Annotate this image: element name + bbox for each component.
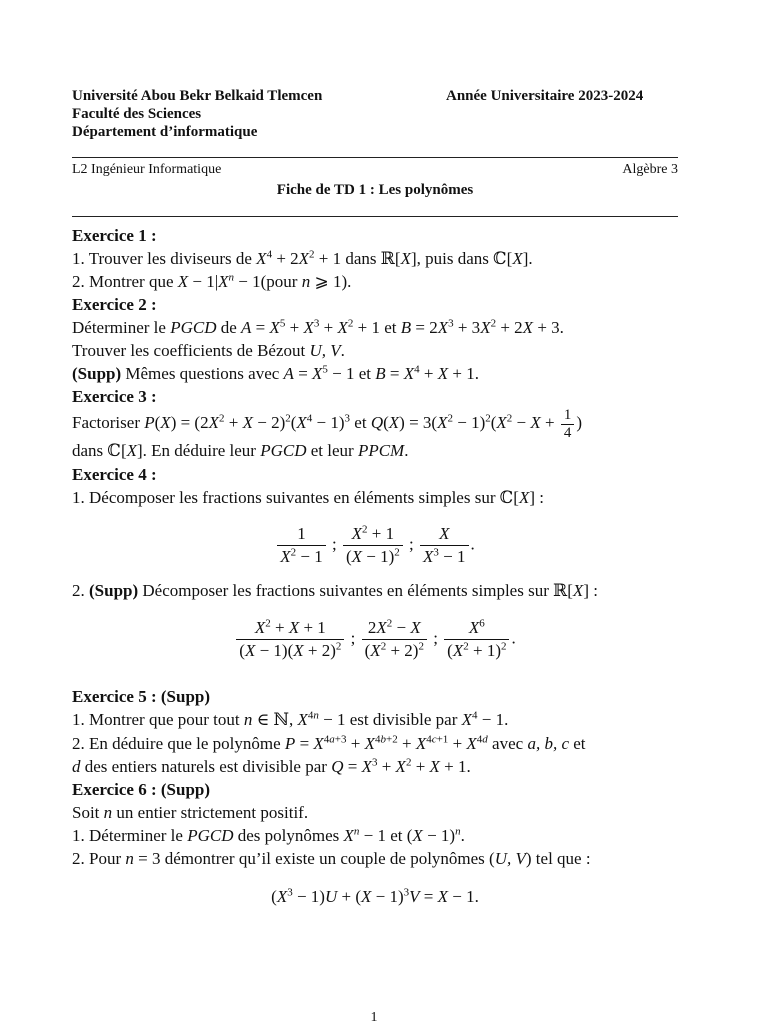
department-name: Département d’informatique xyxy=(72,124,258,140)
exercise-6-q2: 2. Pour n = 3 démontrer qu’il existe un couple de polynômes (U, V) tel que : xyxy=(72,849,591,868)
program-label: L2 Ingénieur Informatique xyxy=(72,162,222,177)
page-number: 1 xyxy=(370,1010,378,1025)
bottom-rule xyxy=(72,216,678,217)
exercise-5-q2: 2. En déduire que le polynôme $P = X^{4a+3} + X^{4b+2} + X^{4c+1} + X^{4d}$ avec a, b, c et xyxy=(72,733,586,753)
exercise-3-q1: Factoriser $P(X) = (2X^2 + X - 2)^2(X^4 - 1)^3$ et $Q(X) = 3(X^2 - 1)^2(X^2 - X$ + $\frac{1}{4}$ ) xyxy=(72,406,583,441)
exercise-2-q2: Trouver les coefficients de Bézout U, V. xyxy=(72,341,345,360)
top-rule xyxy=(72,157,678,158)
exercise-5-title: Exercice 5 : (Supp) xyxy=(72,687,211,706)
faculty-name: Faculté des Sciences xyxy=(72,106,202,122)
exercise-1-q2: 2. Montrer que $X - 1|X^n$ − 1(pour n ⩾ 1). xyxy=(72,271,352,291)
exercise-4-q2: 2. (Supp) Décomposer les fractions suivantes en éléments simples sur ℝ[X] : xyxy=(72,581,598,600)
exercise-6-title: Exercice 6 : (Supp) xyxy=(72,780,211,799)
exercise-5-q2b: d des entiers naturels est divisible par $Q = X^3 + X^2 + X + 1$. xyxy=(72,756,471,776)
exercise-2-supp: (Supp) Mêmes questions avec $A = X^5 - 1$ et $B = X^4 + X + 1$. xyxy=(72,363,479,383)
exercise-4-fractions-1: $\frac{1}{X^2 - 1}$ ; $\frac{X^2 + 1}{(X - 1)^2}$ ; $\frac{X}{X^3 - 1}$ . xyxy=(72,523,678,568)
university-name: Université Abou Bekr Belkaid Tlemcen xyxy=(72,88,323,104)
exercise-4-fractions-2: $\frac{X^2 + X + 1}{(X - 1)(X + 2)^2}$ ; $\frac{2X^2 - X}{(X^2 + 2)^2}$ ; $\frac{X^6}{(X^2 + 1)^2}$ . xyxy=(72,617,678,662)
exercise-5-q1: 1. Montrer que pour tout n ∈ ℕ, $X^{4n} - 1$ est divisible par $X^4 - 1$. xyxy=(72,709,509,729)
exercise-3-title: Exercice 3 : xyxy=(72,387,157,406)
exercise-4-title: Exercice 4 : xyxy=(72,465,157,484)
exercise-6-equation: $(X^3 - 1)U + (X - 1)^3V = X - 1$. xyxy=(271,886,479,906)
exercise-6-intro: Soit n un entier strictement positif. xyxy=(72,803,309,822)
supp-tag: (Supp) xyxy=(72,364,122,383)
subject-label: Algèbre 3 xyxy=(622,162,678,177)
exercise-1-q1: 1. Trouver les diviseurs de $X^4 + 2X^2 + 1$ dans ℝ[X], puis dans ℂ[X]. xyxy=(72,248,533,268)
exercise-2-title: Exercice 2 : xyxy=(72,295,157,314)
exercise-1-title: Exercice 1 : xyxy=(72,226,157,245)
academic-year: Année Universitaire 2023-2024 xyxy=(446,88,644,104)
exercise-3-q2: dans ℂ[X]. En déduire leur PGCD et leur PPCM. xyxy=(72,441,409,460)
exercise-4-q1: 1. Décomposer les fractions suivantes en éléments simples sur ℂ[X] : xyxy=(72,488,544,507)
exercise-2-q1: Déterminer le PGCD de $A = X^5 + X^3 + X^2 + 1$ et $B = 2X^3 + 3X^2 + 2X + 3$. xyxy=(72,317,564,337)
exercise-6-q1: 1. Déterminer le PGCD des polynômes $X^n - 1$ et $(X - 1)^n$. xyxy=(72,825,465,845)
sheet-title: Fiche de TD 1 : Les polynômes xyxy=(276,182,474,198)
